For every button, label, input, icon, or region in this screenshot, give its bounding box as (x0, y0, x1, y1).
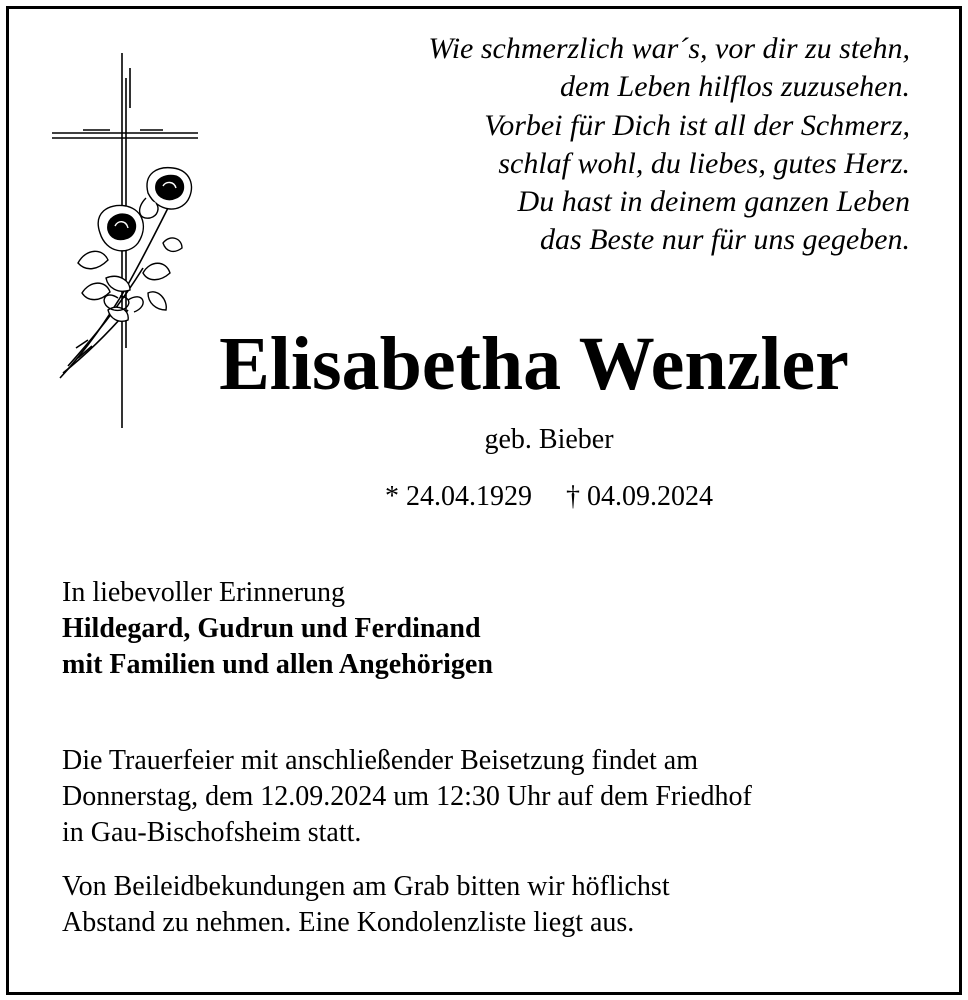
poem-line: Wie schmerzlich war´s, vor dir zu stehn, (428, 32, 910, 65)
poem (428, 30, 910, 260)
condolence-line: Von Beileidbekundungen am Grab bitten wir höflichst (62, 871, 670, 902)
deceased-name: Elisabetha Wenzler (219, 322, 849, 406)
ceremony-line: in Gau-Bischofsheim statt. (62, 817, 362, 848)
condolence-line: Abstand zu nehmen. Eine Kondolenzliste liegt aus. (62, 907, 635, 938)
birth-date: * 24.04.1929 (385, 481, 532, 512)
mourners-names: Hildegard, Gudrun und Ferdinand (62, 613, 481, 644)
poem-line: schlaf wohl, du liebes, gutes Herz. (498, 146, 910, 180)
mourners-block (62, 575, 493, 683)
ceremony-line: Die Trauerfeier mit anschließender Beisetzung findet am (62, 745, 699, 776)
condolence-block (62, 869, 670, 941)
life-dates (0, 480, 968, 514)
ceremony-block (62, 743, 752, 851)
poem-line: Vorbei für Dich ist all der Schmerz, (484, 108, 910, 142)
poem-line: Du hast in deinem ganzen Leben (517, 185, 910, 219)
poem-line: dem Leben hilflos zuzusehen. (560, 70, 910, 104)
mourners-intro: In liebevoller Erinnerung (62, 577, 346, 608)
maiden-name: geb. Bieber (484, 424, 614, 455)
death-date: † 04.09.2024 (566, 481, 713, 512)
mourners-families: mit Familien und allen Angehörigen (62, 649, 493, 680)
ceremony-line: Donnerstag, dem 12.09.2024 um 12:30 Uhr auf dem Friedhof (62, 781, 752, 812)
poem-line: das Beste nur für uns gegeben. (540, 223, 910, 257)
